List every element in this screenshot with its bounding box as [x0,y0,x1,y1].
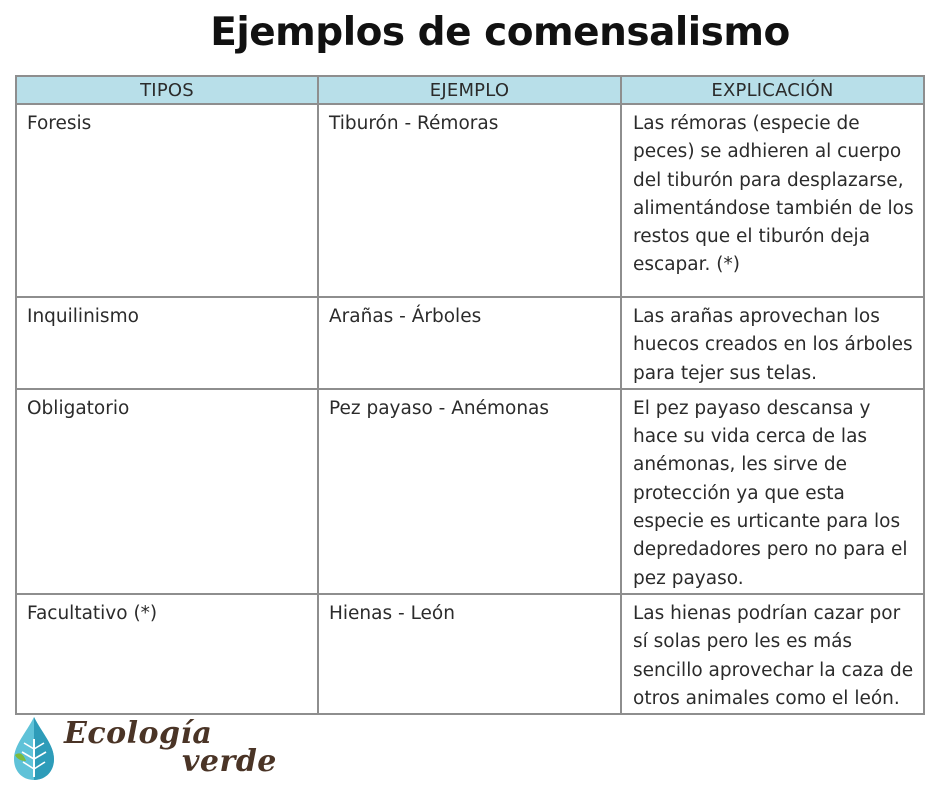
water-drop-leaf-icon [12,715,56,781]
cell-tipo: Facultativo (*) [16,594,318,714]
logo-text-ecologia: Ecología [64,716,213,751]
page-title: Ejemplos de comensalismo [210,10,790,55]
cell-ejemplo: Pez payaso - Anémonas [318,389,621,594]
cell-tipo: Obligatorio [16,389,318,594]
cell-explicacion: Las hienas podrían cazar por sí solas pero les es más sencillo aprovechar la caza de otros animales como el león. [621,594,924,714]
cell-ejemplo: Arañas - Árboles [318,297,621,389]
table-row [16,104,924,297]
cell-explicacion: El pez payaso descansa y hace su vida cerca de las anémonas, les sirve de protección ya que esta especie es urticante para los depredadores pero no para el pez payaso. [621,389,924,594]
cell-tipo: Inquilinismo [16,297,318,389]
header-ejemplo: EJEMPLO [318,76,621,104]
cell-explicacion: Las arañas aprovechan los huecos creados en los árboles para tejer sus telas. [621,297,924,389]
table-header-row [16,76,924,104]
table-row [16,297,924,389]
header-tipos: TIPOS [16,76,318,104]
commensalism-table [15,75,925,715]
cell-ejemplo: Tiburón - Rémoras [318,104,621,297]
cell-tipo: Foresis [16,104,318,297]
header-explicacion: EXPLICACIÓN [621,76,924,104]
cell-explicacion: Las rémoras (especie de peces) se adhieren al cuerpo del tiburón para desplazarse, alimentándose también de los restos que el tiburón deja escapar. (*) [621,104,924,297]
table-row [16,594,924,714]
cell-ejemplo: Hienas - León [318,594,621,714]
table-row [16,389,924,594]
logo-text-verde: verde [182,744,277,779]
ecologia-verde-logo[interactable] [12,712,302,782]
